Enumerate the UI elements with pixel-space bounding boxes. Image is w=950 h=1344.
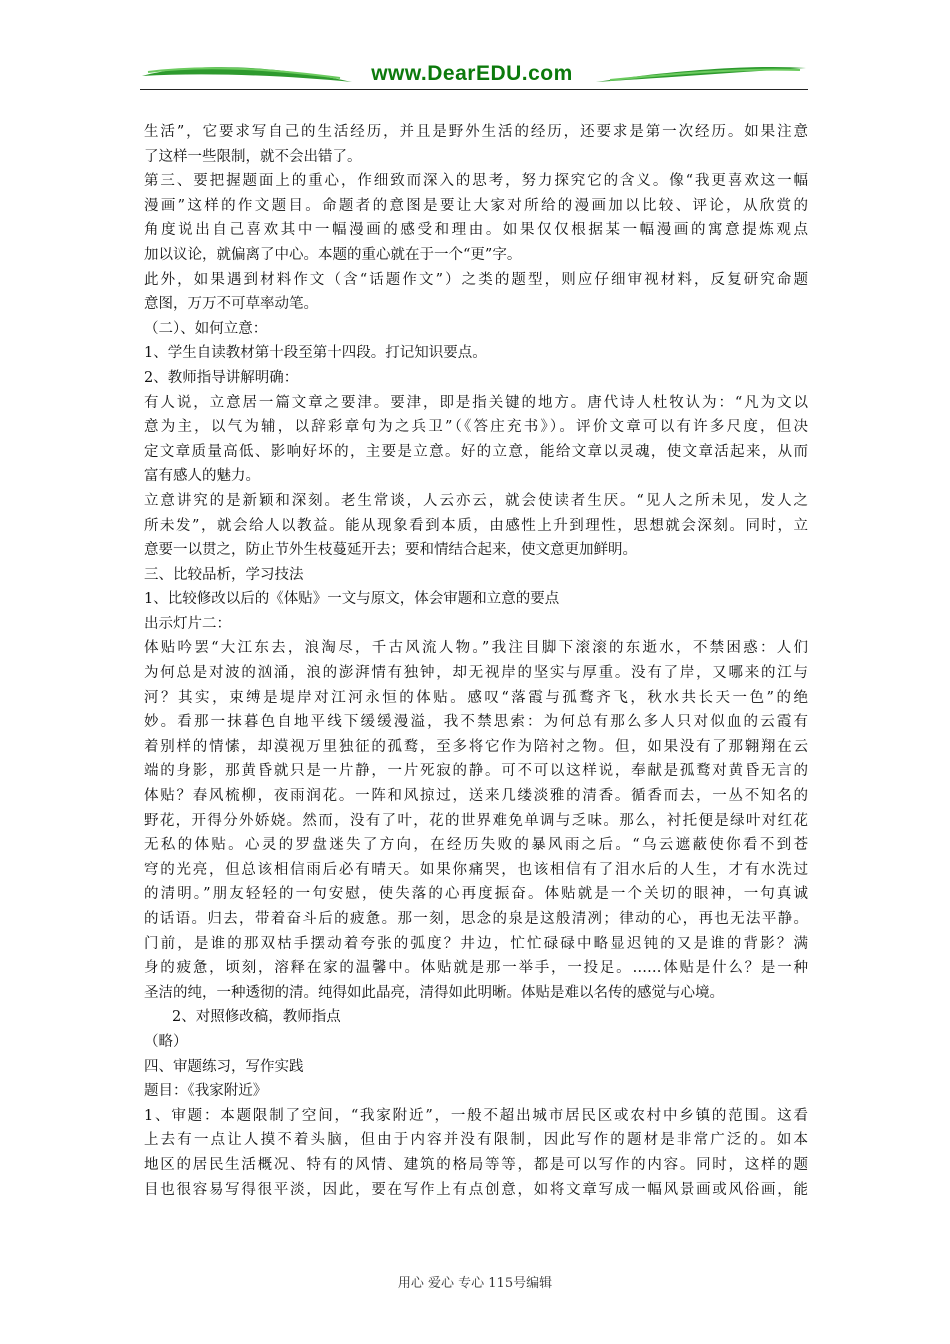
text-line: 富有感人的魅力。 (144, 468, 260, 485)
text-line: 出示灯片二： (144, 615, 231, 632)
text-line: 定文章质量高低、影响好坏的，主要是立意。好的立意，能给文章以灵魂，使文章活起来，从而 (144, 443, 808, 460)
text-line: 1、学生自读教材第十段至第十四段。打记知识要点。 (144, 345, 487, 362)
site-name: www.DearEDU.com (371, 62, 573, 85)
text-line: 体贴吟罢“大江东去，浪淘尽，千古风流人物。”我注目脚下滚滚的东逝水，不禁困惑：人们 (144, 640, 808, 657)
text-line: 穹的光亮，但总该相信雨后必有晴天。如果你痛哭，也该相信有了泪水后的人生，才有水洗过 (144, 861, 808, 878)
text-line: 意图，万万不可草率动笔。 (144, 296, 318, 313)
text-line: 门前，是谁的那双枯手摆动着夸张的弧度？井边，忙忙碌碌中略显迟钝的又是谁的背影？满 (144, 935, 808, 952)
text-line: 河？其实，束缚是堤岸对江河永恒的体贴。感叹“落霞与孤鹜齐飞，秋水共长天一色”的绝 (144, 689, 808, 706)
text-line: 加以议论，就偏离了中心。本题的重心就在于一个“更”字。 (144, 246, 522, 263)
text-line: 所未发”，就会给人以教益。能从现象看到本质，由感性上升到理性，思想就会深刻。同时，立 (144, 517, 808, 534)
text-line: 体贴？春风梳柳，夜雨润花。一阵和风掠过，送来几缕淡雅的清香。循香而去，一丛不知名的 (144, 788, 808, 805)
text-line: 1、审题：本题限制了空间，“我家附近”，一般不超出城市居民区或农村中乡镇的范围。这看 (144, 1107, 808, 1124)
text-line: 立意讲究的是新颖和深刻。老生常谈，人云亦云，就会使读者生厌。“见人之所未见，发人之 (144, 492, 808, 509)
text-line: 角度说出自己喜欢其中一幅漫画的感受和理由。如果仅仅根据某一幅漫画的寓意提炼观点 (144, 222, 808, 239)
text-line: 第三、要把握题面上的重心，作细致而深入的思考，努力探究它的含义。像“我更喜欢这一幅 (144, 173, 808, 190)
text-line: 的话语。归去，带着奋斗后的疲惫。那一刻，思念的泉是这般清冽；律动的心，再也无法平静。 (144, 911, 808, 927)
text-line: 野花，开得分外娇娆。然而，没有了叶，花的世界难免单调与乏味。那么，衬托便是绿叶对红花 (144, 812, 808, 829)
text-line: 着别样的情愫，却漠视万里独征的孤鹜，至多将它作为陪衬之物。但，如果没有了那翱翔在云 (144, 738, 808, 755)
text-line: 上去有一点让人摸不着头脑，但由于内容并没有限制，因此写作的题材是非常广泛的。如本 (144, 1132, 808, 1149)
text-line: 漫画”这样的作文题目。命题者的意图是要让大家对所给的漫画加以比较、评论，从欣赏的 (144, 197, 808, 214)
section-heading: 四、审题练习，写作实践 (144, 1058, 304, 1075)
text-line: 2、教师指导讲解明确： (144, 369, 299, 386)
text-line: 为何总是对波的汹涌，浪的澎湃情有独钟，却无视岸的坚实与厚重。没有了岸，又哪来的江与 (144, 665, 808, 682)
text-line: 端的身影，那黄昏就只是一片静，一片死寂的静。可不可以这样说，奉献是孤鹜对黄昏无言的 (144, 763, 808, 780)
section-heading: （二）、如何立意： (144, 320, 268, 337)
text-line: （略） (144, 1033, 188, 1050)
document-body (144, 120, 808, 1202)
text-line: 身的疲惫，顷刻，溶释在家的温馨中。体贴就是那一举手，一投足。……体贴是什么？是一种 (144, 960, 808, 977)
text-line: 此外，如果遇到材料作文（含“话题作文”）之类的题型，则应仔细审视材料，反复研究命题 (144, 271, 808, 288)
text-line: 妙。看那一抹暮色自地平线下缓缓漫溢，我不禁思索：为何总有那么多人只对似血的云霞有 (144, 714, 808, 731)
text-line: 意要一以贯之，防止节外生枝蔓延开去；要和情结合起来，使文意更加鲜明。 (144, 542, 637, 559)
text-line: 的清明。”朋友轻轻的一句安慰，使失落的心再度振奋。体贴就是一个关切的眼神，一句真诚 (144, 886, 808, 903)
page-header (140, 58, 808, 98)
text-line: 目也很容易写得很平淡，因此，要在写作上有点创意，如将文章写成一幅风景画或风俗画，能 (144, 1181, 808, 1198)
text-line: 了这样一些限制，就不会出错了。 (144, 148, 362, 165)
text-line: 无私的体贴。心灵的罗盘迷失了方向，在经历失败的暴风雨之后。“乌云遮蔽使你看不到苍 (144, 837, 808, 854)
text-line: 意为主，以气为辅，以辞彩章句为之兵卫”（《答庄充书》）。评价文章可以有许多尺度，但决 (144, 419, 808, 436)
text-line: 题目：《我家附近》 (144, 1083, 268, 1100)
text-line: 有人说，立意居一篇文章之要津。要津，即是指关键的地方。唐代诗人杜牧认为：“凡为文以 (144, 394, 808, 411)
text-line: 1、比较修改以后的《体贴》一文与原文，体会审题和立意的要点 (144, 591, 560, 608)
header-rule (140, 89, 808, 90)
text-line: 圣洁的纯，一种透彻的清。纯得如此晶亮，清得如此明晰。体贴是难以名传的感觉与心境。 (144, 984, 724, 1001)
section-heading: 三、比较品析，学习技法 (144, 566, 304, 583)
page-footer: 用心 爱心 专心 115号编辑 (397, 1276, 553, 1291)
text-line: 生活”，它要求写自己的生活经历，并且是野外生活的经历，还要求是第一次经历。如果注意 (144, 124, 808, 140)
text-line: 2、对照修改稿，教师指点 (172, 1009, 341, 1026)
text-line: 地区的居民生活概况、特有的风情、建筑的格局等等，都是可以写作的内容。同时，这样的题 (144, 1156, 808, 1173)
